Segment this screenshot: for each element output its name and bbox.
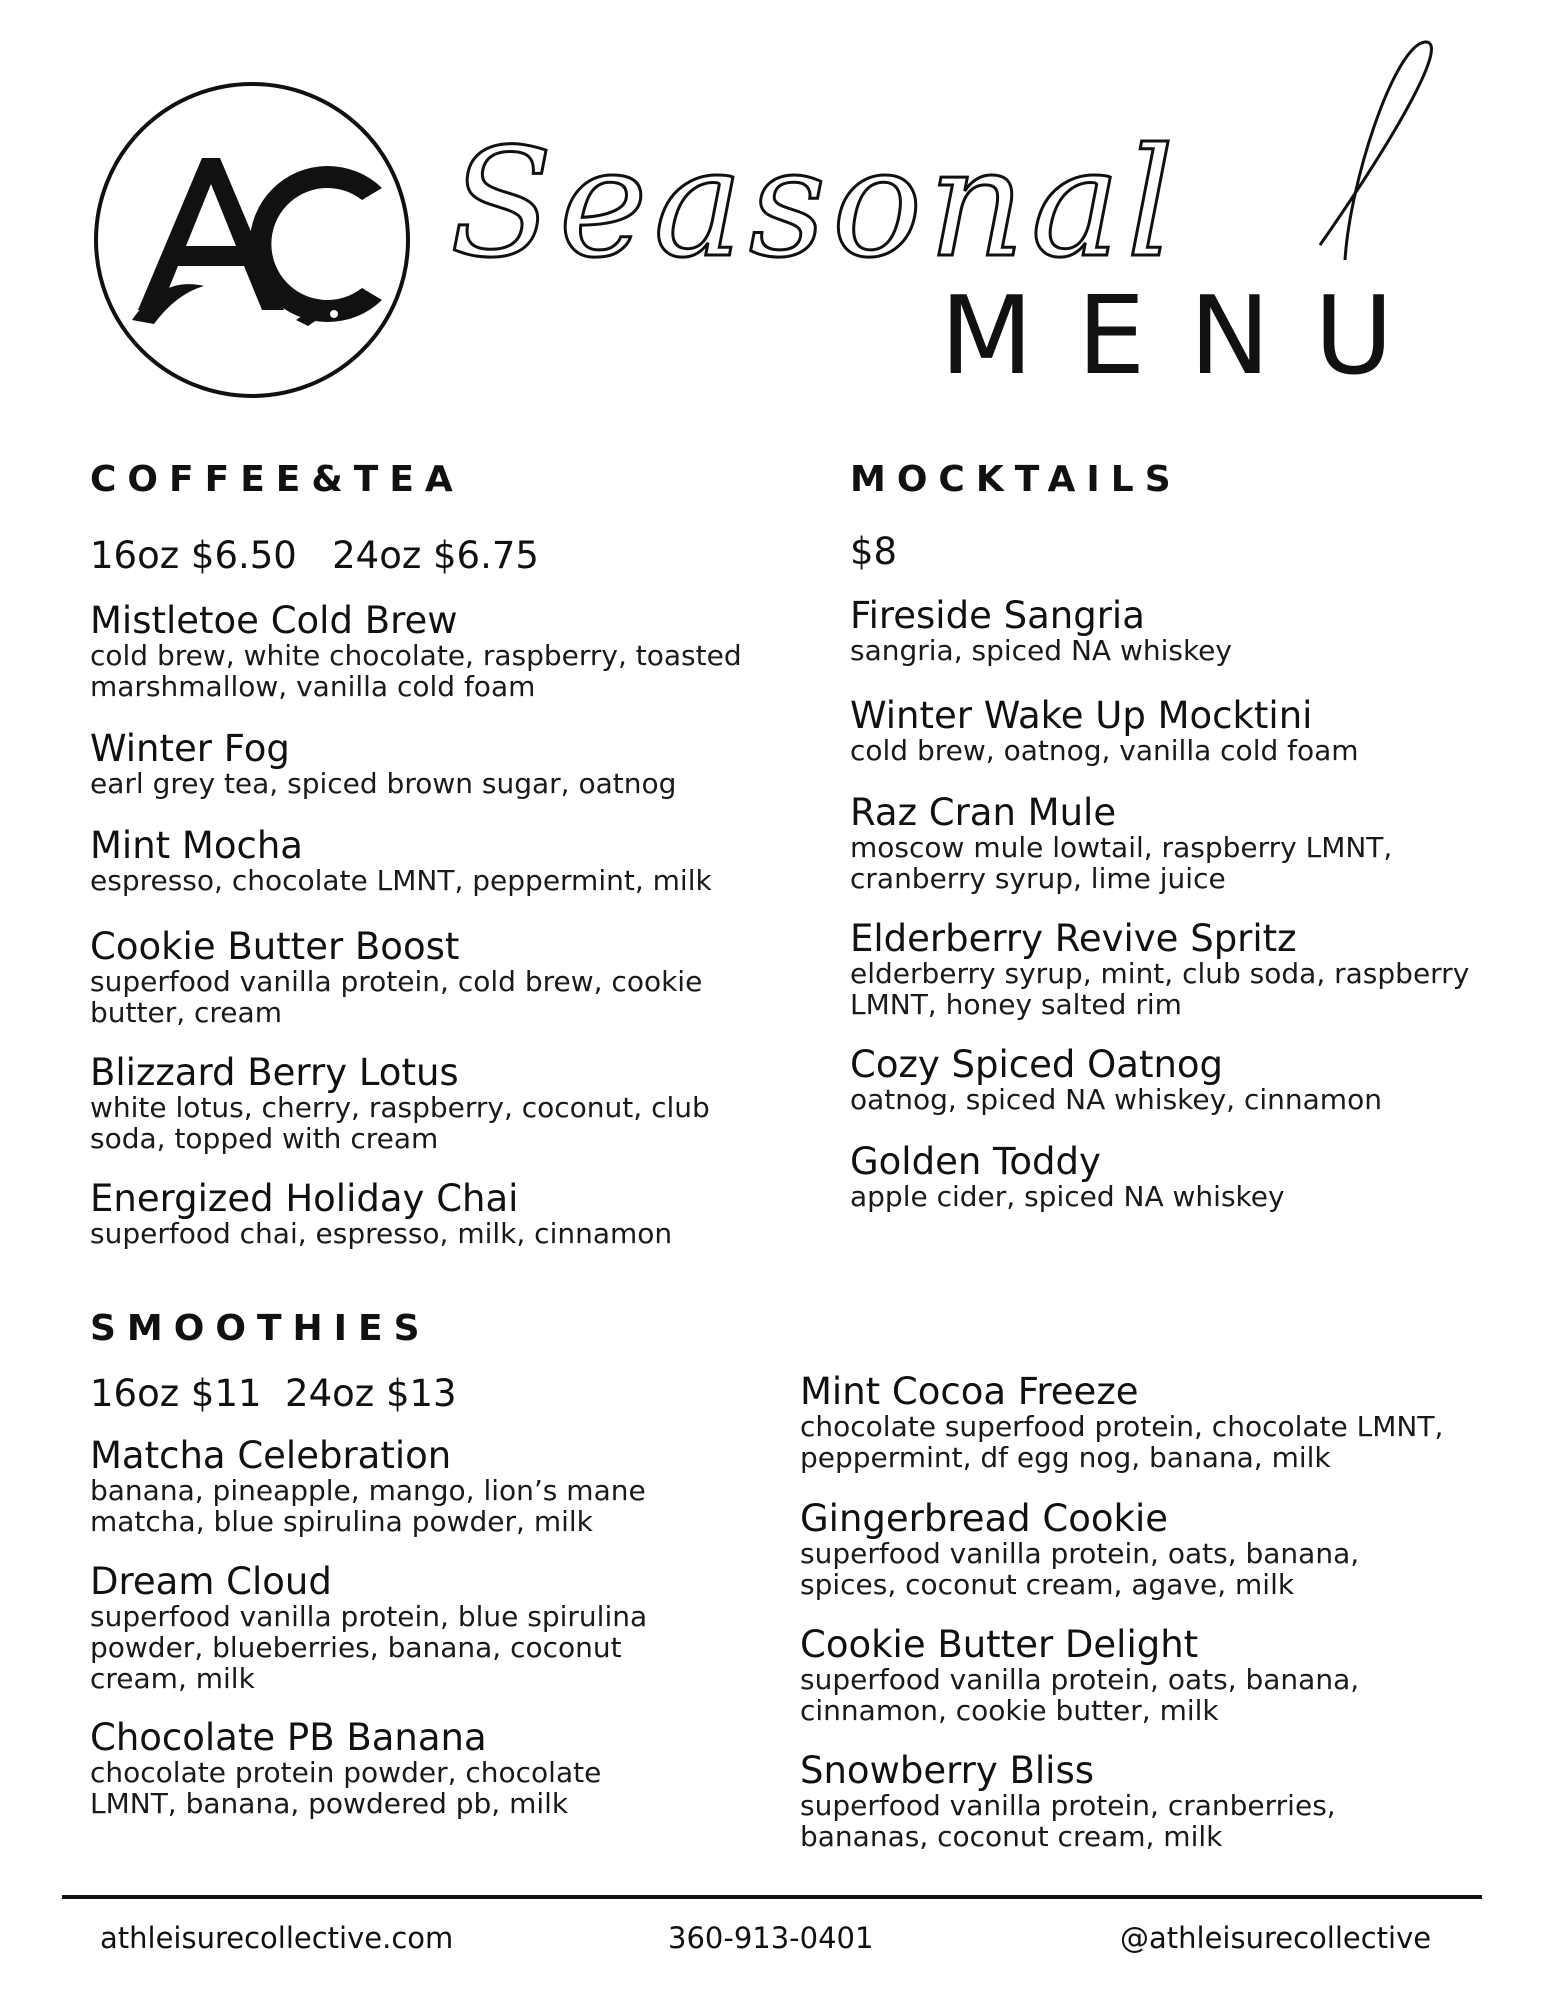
menu-item-mint-mocha — [90, 824, 810, 897]
item-name: Blizzard Berry Lotus — [90, 1051, 459, 1094]
item-description: superfood vanilla protein, blue spirulina powder, blueberries, banana, coconut cream, milk — [90, 1600, 648, 1695]
menu-item-gingerbread-cookie — [800, 1497, 1440, 1601]
item-description: superfood vanilla protein, cold brew, cookie butter, cream — [90, 965, 703, 1029]
item-name: Cookie Butter Delight — [800, 1623, 1199, 1666]
footer-website: athleisurecollective.com — [100, 1921, 454, 1955]
item-name: Dream Cloud — [90, 1560, 332, 1603]
item-name: Matcha Celebration — [90, 1434, 452, 1477]
menu-item-dream-cloud — [90, 1560, 710, 1695]
item-description: superfood vanilla protein, cranberries, bananas, coconut cream, milk — [800, 1789, 1336, 1853]
item-name: Raz Cran Mule — [850, 791, 1117, 834]
coffee-tea-heading: COFFEE&TEA — [90, 459, 464, 500]
ac-logo — [92, 80, 412, 400]
item-description: sangria, spiced NA whiskey — [850, 634, 1232, 667]
smoothies-price: 16oz $11 24oz $13 — [90, 1372, 457, 1415]
footer-phone: 360-913-0401 — [668, 1921, 874, 1955]
item-name: Elderberry Revive Spritz — [850, 917, 1297, 960]
menu-item-mistletoe-cold-brew — [90, 599, 810, 703]
menu-item-cookie-butter-delight — [800, 1623, 1440, 1727]
item-description: moscow mule lowtail, raspberry LMNT, cranberry syrup, lime juice — [850, 831, 1393, 895]
item-name: Chocolate PB Banana — [90, 1716, 487, 1759]
menu-item-snowberry-bliss — [800, 1749, 1440, 1853]
seasonal-script-title — [440, 20, 1460, 300]
menu-item-raz-cran-mule — [850, 791, 1480, 895]
item-name: Mint Mocha — [90, 824, 303, 867]
item-description: chocolate superfood protein, chocolate LMNT, peppermint, df egg nog, banana, milk — [800, 1410, 1444, 1474]
footer-divider — [62, 1895, 1482, 1899]
item-description: earl grey tea, spiced brown sugar, oatnog — [90, 767, 677, 800]
item-name: Energized Holiday Chai — [90, 1177, 519, 1220]
mocktails-heading: MOCKTAILS — [850, 459, 1182, 500]
item-name: Winter Wake Up Mocktini — [850, 694, 1313, 737]
menu-item-energized-holiday-chai — [90, 1177, 810, 1250]
item-description: oatnog, spiced NA whiskey, cinnamon — [850, 1083, 1382, 1116]
mocktails-price: $8 — [850, 530, 898, 573]
item-name: Fireside Sangria — [850, 594, 1145, 637]
menu-item-fireside-sangria — [850, 594, 1510, 667]
menu-item-winter-wake-up-mocktini — [850, 694, 1510, 767]
menu-item-cozy-spiced-oatnog — [850, 1043, 1510, 1116]
item-description: superfood vanilla protein, oats, banana, spices, coconut cream, agave, milk — [800, 1537, 1360, 1601]
menu-item-chocolate-pb-banana — [90, 1716, 690, 1820]
item-description: chocolate protein powder, chocolate LMNT, banana, powdered pb, milk — [90, 1756, 602, 1820]
item-name: Winter Fog — [90, 727, 290, 770]
item-description: superfood chai, espresso, milk, cinnamon — [90, 1217, 673, 1250]
item-description: superfood vanilla protein, oats, banana, cinnamon, cookie butter, milk — [800, 1663, 1360, 1727]
seasonal-script-text: Seasonal — [450, 117, 1181, 291]
menu-item-blizzard-berry-lotus — [90, 1051, 770, 1155]
menu-item-matcha-celebration — [90, 1434, 710, 1538]
menu-item-cookie-butter-boost — [90, 925, 770, 1029]
menu-item-mint-cocoa-freeze — [800, 1370, 1500, 1474]
menu-item-winter-fog — [90, 727, 810, 800]
menu-item-elderberry-revive-spritz — [850, 917, 1520, 1021]
item-description: banana, pineapple, mango, lion’s mane matcha, blue spirulina powder, milk — [90, 1474, 646, 1538]
item-name: Mistletoe Cold Brew — [90, 599, 458, 642]
logo-text: AC — [251, 380, 253, 381]
item-description: cold brew, oatnog, vanilla cold foam — [850, 734, 1359, 767]
item-name: Cozy Spiced Oatnog — [850, 1043, 1224, 1086]
item-description: apple cider, spiced NA whiskey — [850, 1180, 1285, 1213]
coffee-tea-price: 16oz $6.50 24oz $6.75 — [90, 534, 539, 577]
item-name: Golden Toddy — [850, 1140, 1101, 1183]
smoothies-heading: SMOOTHIES — [90, 1308, 431, 1349]
menu-heading: MENU — [940, 274, 1438, 399]
item-description: elderberry syrup, mint, club soda, raspberry LMNT, honey salted rim — [850, 957, 1470, 1021]
item-name: Snowberry Bliss — [800, 1749, 1095, 1792]
footer-social-handle: @athleisurecollective — [1120, 1921, 1432, 1955]
item-description: white lotus, cherry, raspberry, coconut, club soda, topped with cream — [90, 1091, 710, 1155]
item-name: Cookie Butter Boost — [90, 925, 460, 968]
menu-item-golden-toddy — [850, 1140, 1510, 1213]
item-name: Gingerbread Cookie — [800, 1497, 1169, 1540]
item-description: cold brew, white chocolate, raspberry, toasted marshmallow, vanilla cold foam — [90, 639, 742, 703]
item-name: Mint Cocoa Freeze — [800, 1370, 1139, 1413]
item-description: espresso, chocolate LMNT, peppermint, milk — [90, 864, 712, 897]
